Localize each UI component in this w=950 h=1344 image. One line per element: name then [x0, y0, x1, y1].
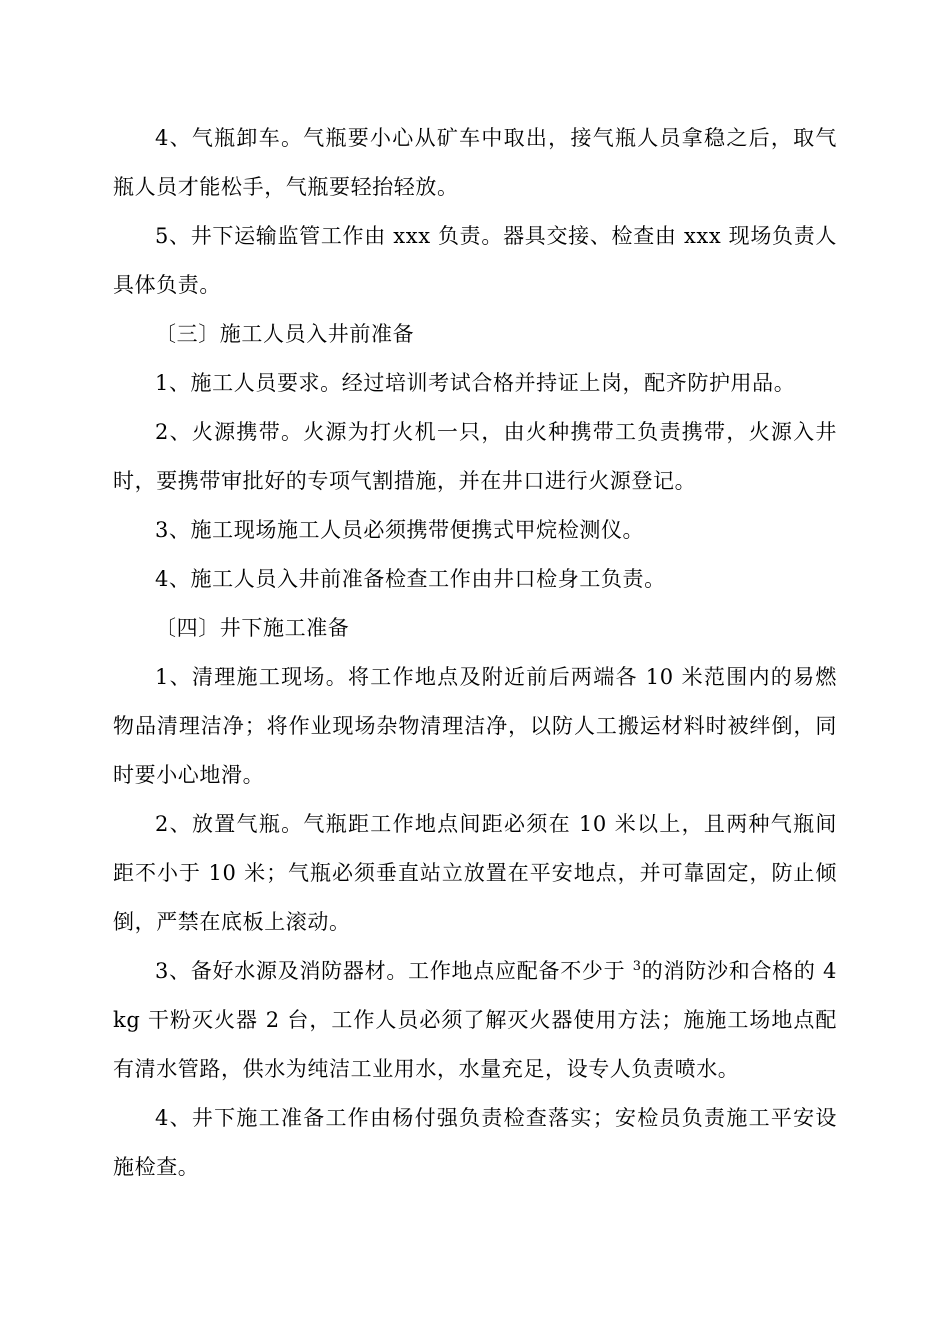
- section-heading-four: 〔四〕井下施工准备: [155, 616, 350, 640]
- section-heading-three: 〔三〕施工人员入井前准备: [155, 322, 415, 346]
- paragraph-methane-detector: 3、施工现场施工人员必须携带便携式甲烷检测仪。: [155, 518, 645, 542]
- superscript-three: 3: [632, 959, 642, 974]
- paragraph-fire-source: 2、火源携带。火源为打火机一只，由火种携带工负责携带，火源入井时，要携带审批好的专项气割措施，并在井口进行火源登记。: [113, 420, 837, 493]
- paragraph-transport-supervision: 5、井下运输监管工作由 xxx 负责。器具交接、检查由 xxx 现场负责人具体负责。: [113, 224, 837, 297]
- paragraph-underground-inspection: 4、井下施工准备工作由杨付强负责检查落实；安检员负责施工平安设施检查。: [113, 1106, 837, 1179]
- equipment-text-start: 3、备好水源及消防器材。工作地点应配备不少于: [155, 959, 633, 983]
- paragraph-water-and-fire-equipment: [113, 947, 837, 1094]
- paragraph-clear-site: 1、清理施工现场。将工作地点及附近前后两端各 10 米范围内的易燃物品清理洁净；将作业现场杂物清理洁净，以防人工搬运材料时被绊倒，同时要小心地滑。: [113, 665, 837, 787]
- paragraph-cylinder-unloading: 4、气瓶卸车。气瓶要小心从矿车中取出，接气瓶人员拿稳之后，取气瓶人员才能松手，气瓶要轻抬轻放。: [113, 126, 837, 199]
- document-body: [113, 114, 837, 1192]
- paragraph-personnel-requirements: 1、施工人员要求。经过培训考试合格并持证上岗，配齐防护用品。: [155, 371, 796, 395]
- paragraph-place-cylinders: 2、放置气瓶。气瓶距工作地点间距必须在 10 米以上，且两种气瓶间距不小于 10 米；气瓶必须垂直站立放置在平安地点，并可靠固定，防止倾倒，严禁在底板上滚动。: [113, 812, 837, 934]
- paragraph-entry-inspection: 4、施工人员入井前准备检查工作由井口检身工负责。: [155, 567, 666, 591]
- equipment-text-end: 的消防沙和合格的 4kg 干粉灭火器 2 台，工作人员必须了解灭火器使用方法；施施工场地点配有清水管路，供水为纯洁工业用水，水量充足，设专人负责喷水。: [113, 959, 837, 1081]
